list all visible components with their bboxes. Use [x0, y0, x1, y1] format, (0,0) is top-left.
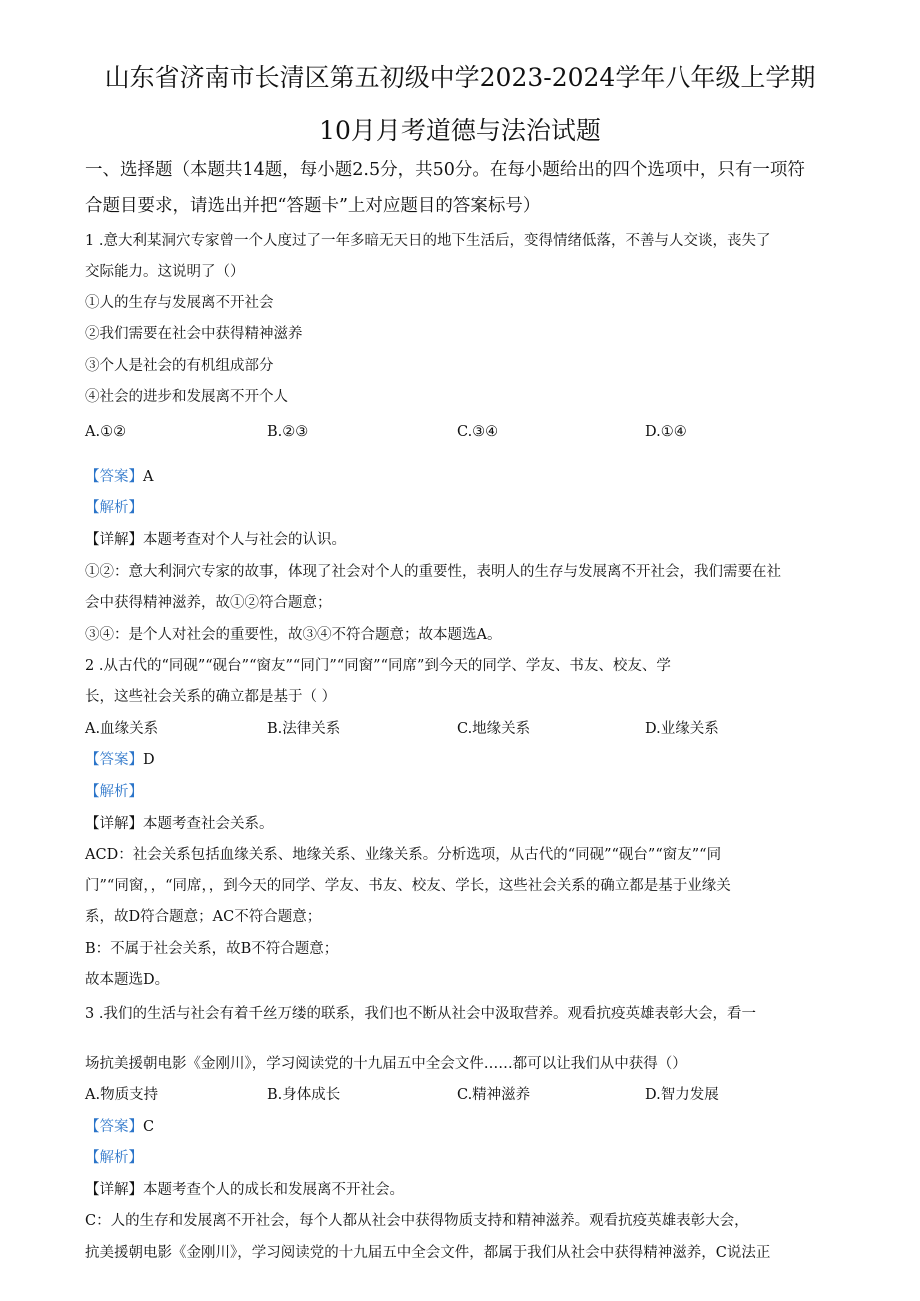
q2-explanation-line-4: B：不属于社会关系，故B不符合题意；: [85, 941, 339, 957]
q1-detail: [85, 530, 346, 550]
q3-answer-value: C: [143, 1119, 155, 1135]
detail-label: 【详解】: [85, 816, 143, 832]
q3-analysis-label: 【解析】: [85, 1150, 143, 1166]
detail-label: 【详解】: [85, 1182, 143, 1198]
q1-answer: [85, 467, 153, 487]
q1-option-b: B.②③: [267, 424, 309, 440]
page-title-line-2: 10月月考道德与法治试题: [319, 116, 601, 145]
q2-explanation-line-5: 故本题选D。: [85, 972, 170, 988]
q3-answer: [85, 1117, 154, 1137]
q2-explanation-line-1: ACD：社会关系包括血缘关系、地缘关系、业缘关系。分析选项，从古代的“同砚”“砚台”“窗友”“同: [85, 847, 722, 863]
q2-option-a: A.血缘关系: [85, 721, 159, 737]
q1-statement-2: ②我们需要在社会中获得精神滋养: [85, 326, 303, 342]
q2-answer: [85, 750, 155, 770]
q1-statement-4: ④社会的进步和发展离不开个人: [85, 389, 288, 405]
detail-label: 【详解】: [85, 532, 143, 548]
q2-detail: [85, 814, 274, 834]
q3-detail: [85, 1180, 404, 1200]
q1-answer-value: A: [143, 469, 154, 485]
q1-option-d: D.①④: [645, 424, 687, 440]
q2-detail-text: 本题考查社会关系。: [143, 816, 274, 832]
q3-explanation-line-1: C：人的生存和发展离不开社会，每个人都从社会中获得物质支持和精神滋养。观看抗疫英雄表彰大会，: [85, 1213, 749, 1229]
q3-option-b: B.身体成长: [267, 1087, 341, 1103]
answer-label: 【答案】: [85, 469, 143, 485]
q3-stem-line-1: 3 .我们的生活与社会有着千丝万缕的联系，我们也不断从社会中汲取营养。观看抗疫英雄表彰大会，看一: [85, 1006, 756, 1022]
q3-option-d: D.智力发展: [645, 1087, 719, 1103]
page-title-line-1: 山东省济南市长清区第五初级中学2023-2024学年八年级上学期: [104, 63, 816, 92]
q2-option-d: D.业缘关系: [645, 721, 719, 737]
q2-option-b: B.法律关系: [267, 721, 341, 737]
q2-answer-value: D: [143, 752, 155, 768]
q2-stem-line-2: 长，这些社会关系的确立都是基于（ ）: [85, 689, 337, 705]
q2-explanation-line-3: 系，故D符合题意；AC不符合题意；: [85, 909, 322, 925]
q1-stem-line-1: 1 .意大利某洞穴专家曾一个人度过了一年多暗无天日的地下生活后，变得情绪低落，不善与人交谈，丧失了: [85, 233, 771, 249]
q1-option-c: C.③④: [457, 424, 499, 440]
q1-statement-1: ①人的生存与发展离不开社会: [85, 295, 274, 311]
q2-explanation-line-2: 门”“同窗，，“同席，，到今天的同学、学友、书友、校友、学长，这些社会关系的确立都是基于业缘关: [85, 878, 731, 894]
q2-stem-line-1: 2 .从古代的“同砚”“砚台”“窗友”“同门”“同窗”“同席”到今天的同学、学友、书友、校友、学: [85, 658, 671, 674]
q3-option-a: A.物质支持: [85, 1087, 159, 1103]
q3-option-c: C.精神滋养: [457, 1087, 531, 1103]
q3-explanation-line-2: 抗美援朝电影《金刚川》，学习阅读党的十九届五中全会文件，都属于我们从社会中获得精神滋养，C说法正: [85, 1245, 771, 1261]
section-heading-line-2: 合题目要求，请选出并把“答题卡”上对应题目的答案标号）: [85, 196, 541, 216]
section-heading-line-1: 一、选择题（本题共14题，每小题2.5分，共50分。在每小题给出的四个选项中，只有一项符: [85, 160, 805, 180]
q1-explanation-line-3: ③④：是个人对社会的重要性，故③④不符合题意；故本题选A。: [85, 627, 502, 643]
q1-statement-3: ③个人是社会的有机组成部分: [85, 358, 274, 374]
q3-stem-line-2: 场抗美援朝电影《金刚川》，学习阅读党的十九届五中全会文件……都可以让我们从中获得（）: [85, 1056, 687, 1072]
answer-label: 【答案】: [85, 1119, 143, 1135]
answer-label: 【答案】: [85, 752, 143, 768]
q3-detail-text: 本题考查个人的成长和发展离不开社会。: [143, 1182, 404, 1198]
q1-stem-line-2: 交际能力。这说明了（）: [85, 264, 245, 280]
q1-option-a: A.①②: [85, 424, 127, 440]
q2-analysis-label: 【解析】: [85, 784, 143, 800]
q1-explanation-line-2: 会中获得精神滋养，故①②符合题意；: [85, 595, 332, 611]
q2-option-c: C.地缘关系: [457, 721, 531, 737]
q1-analysis-label: 【解析】: [85, 500, 143, 516]
q1-explanation-line-1: ①②：意大利洞穴专家的故事，体现了社会对个人的重要性，表明人的生存与发展离不开社会，我们需要在社: [85, 564, 781, 580]
q1-detail-text: 本题考查对个人与社会的认识。: [143, 532, 346, 548]
